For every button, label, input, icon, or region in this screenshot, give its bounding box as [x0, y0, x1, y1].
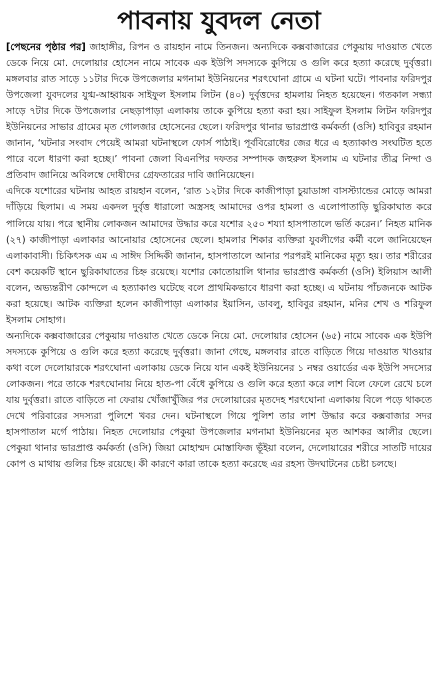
headline: পাবনায় যুবদল নেতা	[117, 6, 321, 35]
paragraph-1	[6, 40, 432, 184]
paragraph-2: এদিকে যশোরের ঘটনায় আহত রায়হান বলেন, ‘রাত ১২টার দিকে কাজীপাড়া চুয়াডাঙ্গা বাসস্ট্যান্ডের মোড়ে আমরা দাঁড়িয়ে ছিলাম। এ সময় একদল দুর্বৃত্ত ধারালো অস্ত্রসহ আমাদের ওপর হামলা ও এলোপাতাড়ি ছুরিকাঘাত করে পালিয়ে যায়। পরে স্থানীয় লোকজন আমাদের উদ্ধার করে যশোর ২৫০ শয্যা হাসপাতালে ভর্তি করেন।’ নিহত মানিক (২৭) কাজীপাড়া এলাকার আনোয়ার হোসেনের ছেলে। হামলার শিকার ব্যক্তিরা যুবলীগের কর্মী বলে জানিয়েছেন এলাকাবাসী। চিকিৎসক এম এ সাঈদ সিদ্দিকী জানান, হাসপাতালে আনার পরপরই মানিকের মৃত্যু হয়। তার শরীরের বেশ কয়েকটি স্থানে ছুরিকাঘাতের চিহ্ন রয়েছে। যশোর কোতোয়ালি থানার ভারপ্রাপ্ত কর্মকর্তা (ওসি) ইলিয়াস আলী বলেন, অভ্যন্তরীণ কোন্দলে এ হত্যাকাণ্ড ঘটেছে বলে প্রাথমিকভাবে ধারণা করা হচ্ছে। এ ঘটনায় পাঁচজনকে আটক করা হয়েছে। আটক ব্যক্তিরা হলেন কাজীপাড়া এলাকার ইয়াসিন, ডাবলু, হাবিবুর রহমান, মনির শেখ ও শরিফুল ইসলাম সোহাগ।	[6, 186, 432, 326]
paragraph-1-text: জাহাঙ্গীর, রিপন ও রায়হান নামে তিনজন। অন্যদিকে কক্সবাজারের পেকুয়ায় দাওয়াত খেতে ডেকে নিয়ে মো. দেলোয়ার হোসেন নামে সাবেক এক ইউপি সদস্যকে কুপিয়ে ও গুলি করে হত্যা করেছে দুর্বৃত্তরা। মঙ্গলবার রাত সাড়ে ১১টার দিকে উপজেলার মগনামা ইউনিয়নের শরৎঘোনা গ্রামে এ ঘটনা ঘটে। পাবনার ফরিদপুর উপজেলা যুবদলের যুগ্ম-আহ্বায়ক সাইফুল ইসলাম লিটন (৪০) দুর্বৃত্তদের হামলায় নিহত হয়েছেন। গতকাল সন্ধ্যা সাড়ে ৭টার দিকে উপজেলার নেছড়াপাড়া এলাকায় তাকে কুপিয়ে হত্যা করা হয়। সাইফুল ইসলাম লিটন ফরিদপুর ইউনিয়নের সাভার গ্রামের মৃত গোলজার হোসেনের ছেলে। ফরিদপুর থানার ভারপ্রাপ্ত কর্মকর্তা (ওসি) হাবিবুর রহমান জানান, ‘ঘটনার সংবাদ পেয়েই আমরা ঘটনাস্থলে ফোর্স পাঠাই। পূর্ববিরোধের জের ধরে এ হত্যাকাণ্ড সংঘটিত হতে পারে বলে ধারণা করা হচ্ছে।’ পাবনা জেলা বিএনপির দফতর সম্পাদক জহুরুল ইসলাম এ ঘটনার তীব্র নিন্দা ও প্রতিবাদ জানিয়ে অবিলম্বে দোষীদের গ্রেফতারের দাবি জানিয়েছেন।	[6, 42, 432, 182]
continuation-label: [পেছনের পৃষ্ঠার পর]	[6, 42, 86, 53]
paragraph-3: অন্যদিকে কক্সবাজারের পেকুয়ায় দাওয়াত খেতে ডেকে নিয়ে মো. দেলোয়ার হোসেন (৬৫) নামে সাবেক এক ইউপি সদস্যকে কুপিয়ে ও গুলি করে হত্যা করেছে দুর্বৃত্তরা। জানা গেছে, মঙ্গলবার রাতে বাড়িতে গিয়ে দাওয়াত খাওয়ার কথা বলে দেলোয়ারকে শরৎঘোনা এলাকায় ডেকে নিয়ে যান একই ইউনিয়নের ১ নম্বর ওয়ার্ডের এক ইউপি সদস্যের লোকজন। পরে তাকে শরৎঘোনায় নিয়ে হাত-পা বেঁধে কুপিয়ে ও গুলি করে হত্যা করে লাশ বিলে ফেলে রেখে চলে যায় দুর্বৃত্তরা। রাতে বাড়িতে না ফেরায় খোঁজাখুঁজির পর দেলোয়ারের মৃতদেহ শরৎঘোনা এলাকায় বিলে পড়ে থাকতে দেখে পরিবারের সদস্যরা পুলিশে খবর দেন। ঘটনাস্থলে গিয়ে পুলিশ তার লাশ উদ্ধার করে কক্সবাজার সদর হাসপাতাল মর্গে পাঠায়। নিহত দেলোয়ার পেকুয়া উপজেলার মগনামা ইউনিয়নের মৃত আশকর আলীর ছেলে। পেকুয়া থানার ভারপ্রাপ্ত কর্মকর্তা (ওসি) জিয়া মোহাম্মদ মোস্তাফিজ ভূঁইয়া বলেন, দেলোয়ারের শরীরে সাতটি দায়ের কোপ ও মাথায় গুলির চিহ্ন রয়েছে। কী কারণে কারা তাকে হত্যা করেছে এর রহস্য উদঘাটনের চেষ্টা চলছে।	[6, 330, 432, 471]
article-body	[6, 40, 432, 676]
